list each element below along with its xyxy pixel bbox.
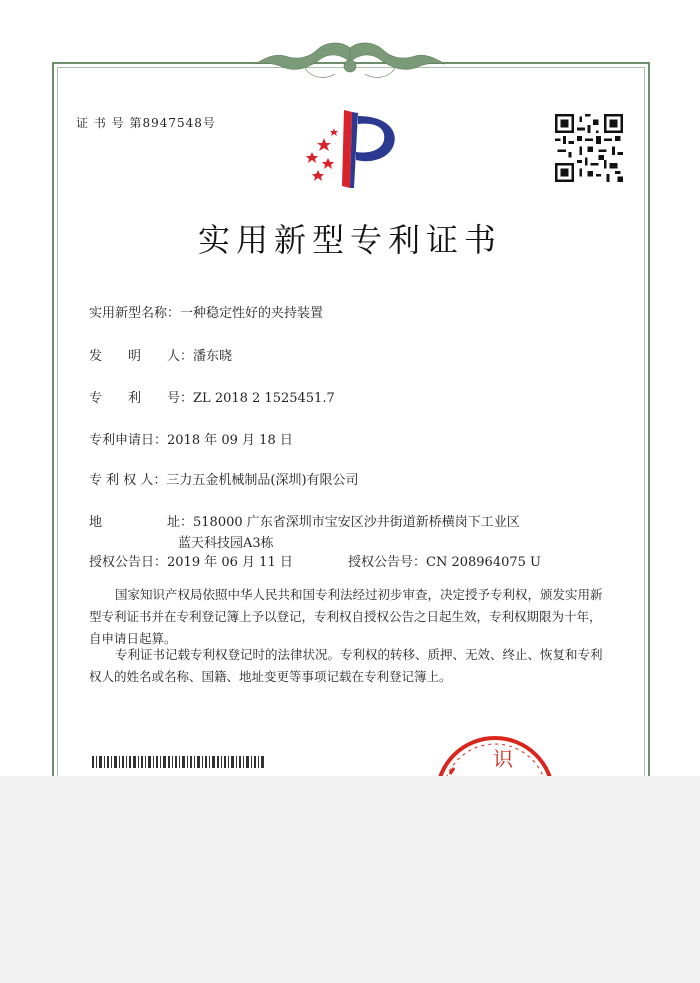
field-label: 授权公告日：: [89, 555, 168, 570]
field-label: 地 址：: [89, 515, 194, 530]
field-label: 专利申请日：: [89, 433, 168, 448]
certificate-number: 证 书 号 第8947548号: [76, 116, 216, 130]
field-value: 518000 广东省深圳市宝安区沙井街道新桥横岗下工业区: [193, 515, 520, 530]
field-inventor: [89, 345, 232, 364]
ornament-icon: [245, 38, 455, 88]
field-patent-number: [89, 387, 335, 406]
certificate-title: 实用新型专利证书: [197, 221, 502, 259]
field-grant-number: [348, 551, 541, 570]
field-label: 授权公告号：: [348, 555, 427, 570]
barcode-icon: [92, 756, 264, 768]
field-label: 实用新型名称：: [89, 306, 181, 321]
field-value: 2018 年 09 月 18 日: [167, 433, 293, 448]
field-label: 专 利 权 人：: [89, 473, 167, 488]
field-address: [89, 511, 520, 530]
field-label: 专 利 号：: [89, 391, 194, 406]
field-value: ZL 2018 2 1525451.7: [193, 391, 335, 406]
patent-office-logo-icon: [298, 108, 406, 194]
field-utility-model-name: [89, 302, 323, 321]
legal-paragraph-2: 专利证书记载专利权登记时的法律状况。专利权的转移、质押、无效、终止、恢复和专利权人的姓名或名称、国籍、地址变更等事项记载在专利登记簿上。: [89, 647, 603, 684]
field-grant-date: [89, 551, 293, 570]
field-value: 三力五金机械制品(深圳)有限公司: [166, 473, 359, 488]
seal-text: 识: [493, 747, 513, 771]
field-filing-date: [89, 429, 293, 448]
legal-paragraph-1: 国家知识产权局依照中华人民共和国专利法经过初步审查，决定授予专利权，颁发实用新型专利证书并在专利登记簿上予以登记，专利权自授权公告之日起生效，专利权期限为十年，自申请日起算。: [89, 587, 603, 646]
qr-code-icon: [555, 114, 623, 182]
field-address-line-2: 蓝天科技园A3栋: [178, 536, 274, 551]
field-value: CN 208964075 U: [426, 555, 541, 570]
field-label: 发 明 人：: [89, 349, 194, 364]
field-value: 2019 年 06 月 11 日: [167, 555, 293, 570]
field-patentee: [89, 469, 359, 488]
field-value: 潘东晓: [193, 349, 233, 364]
field-value: 一种稳定性好的夹持装置: [180, 306, 324, 321]
seal-icon: [420, 734, 570, 776]
